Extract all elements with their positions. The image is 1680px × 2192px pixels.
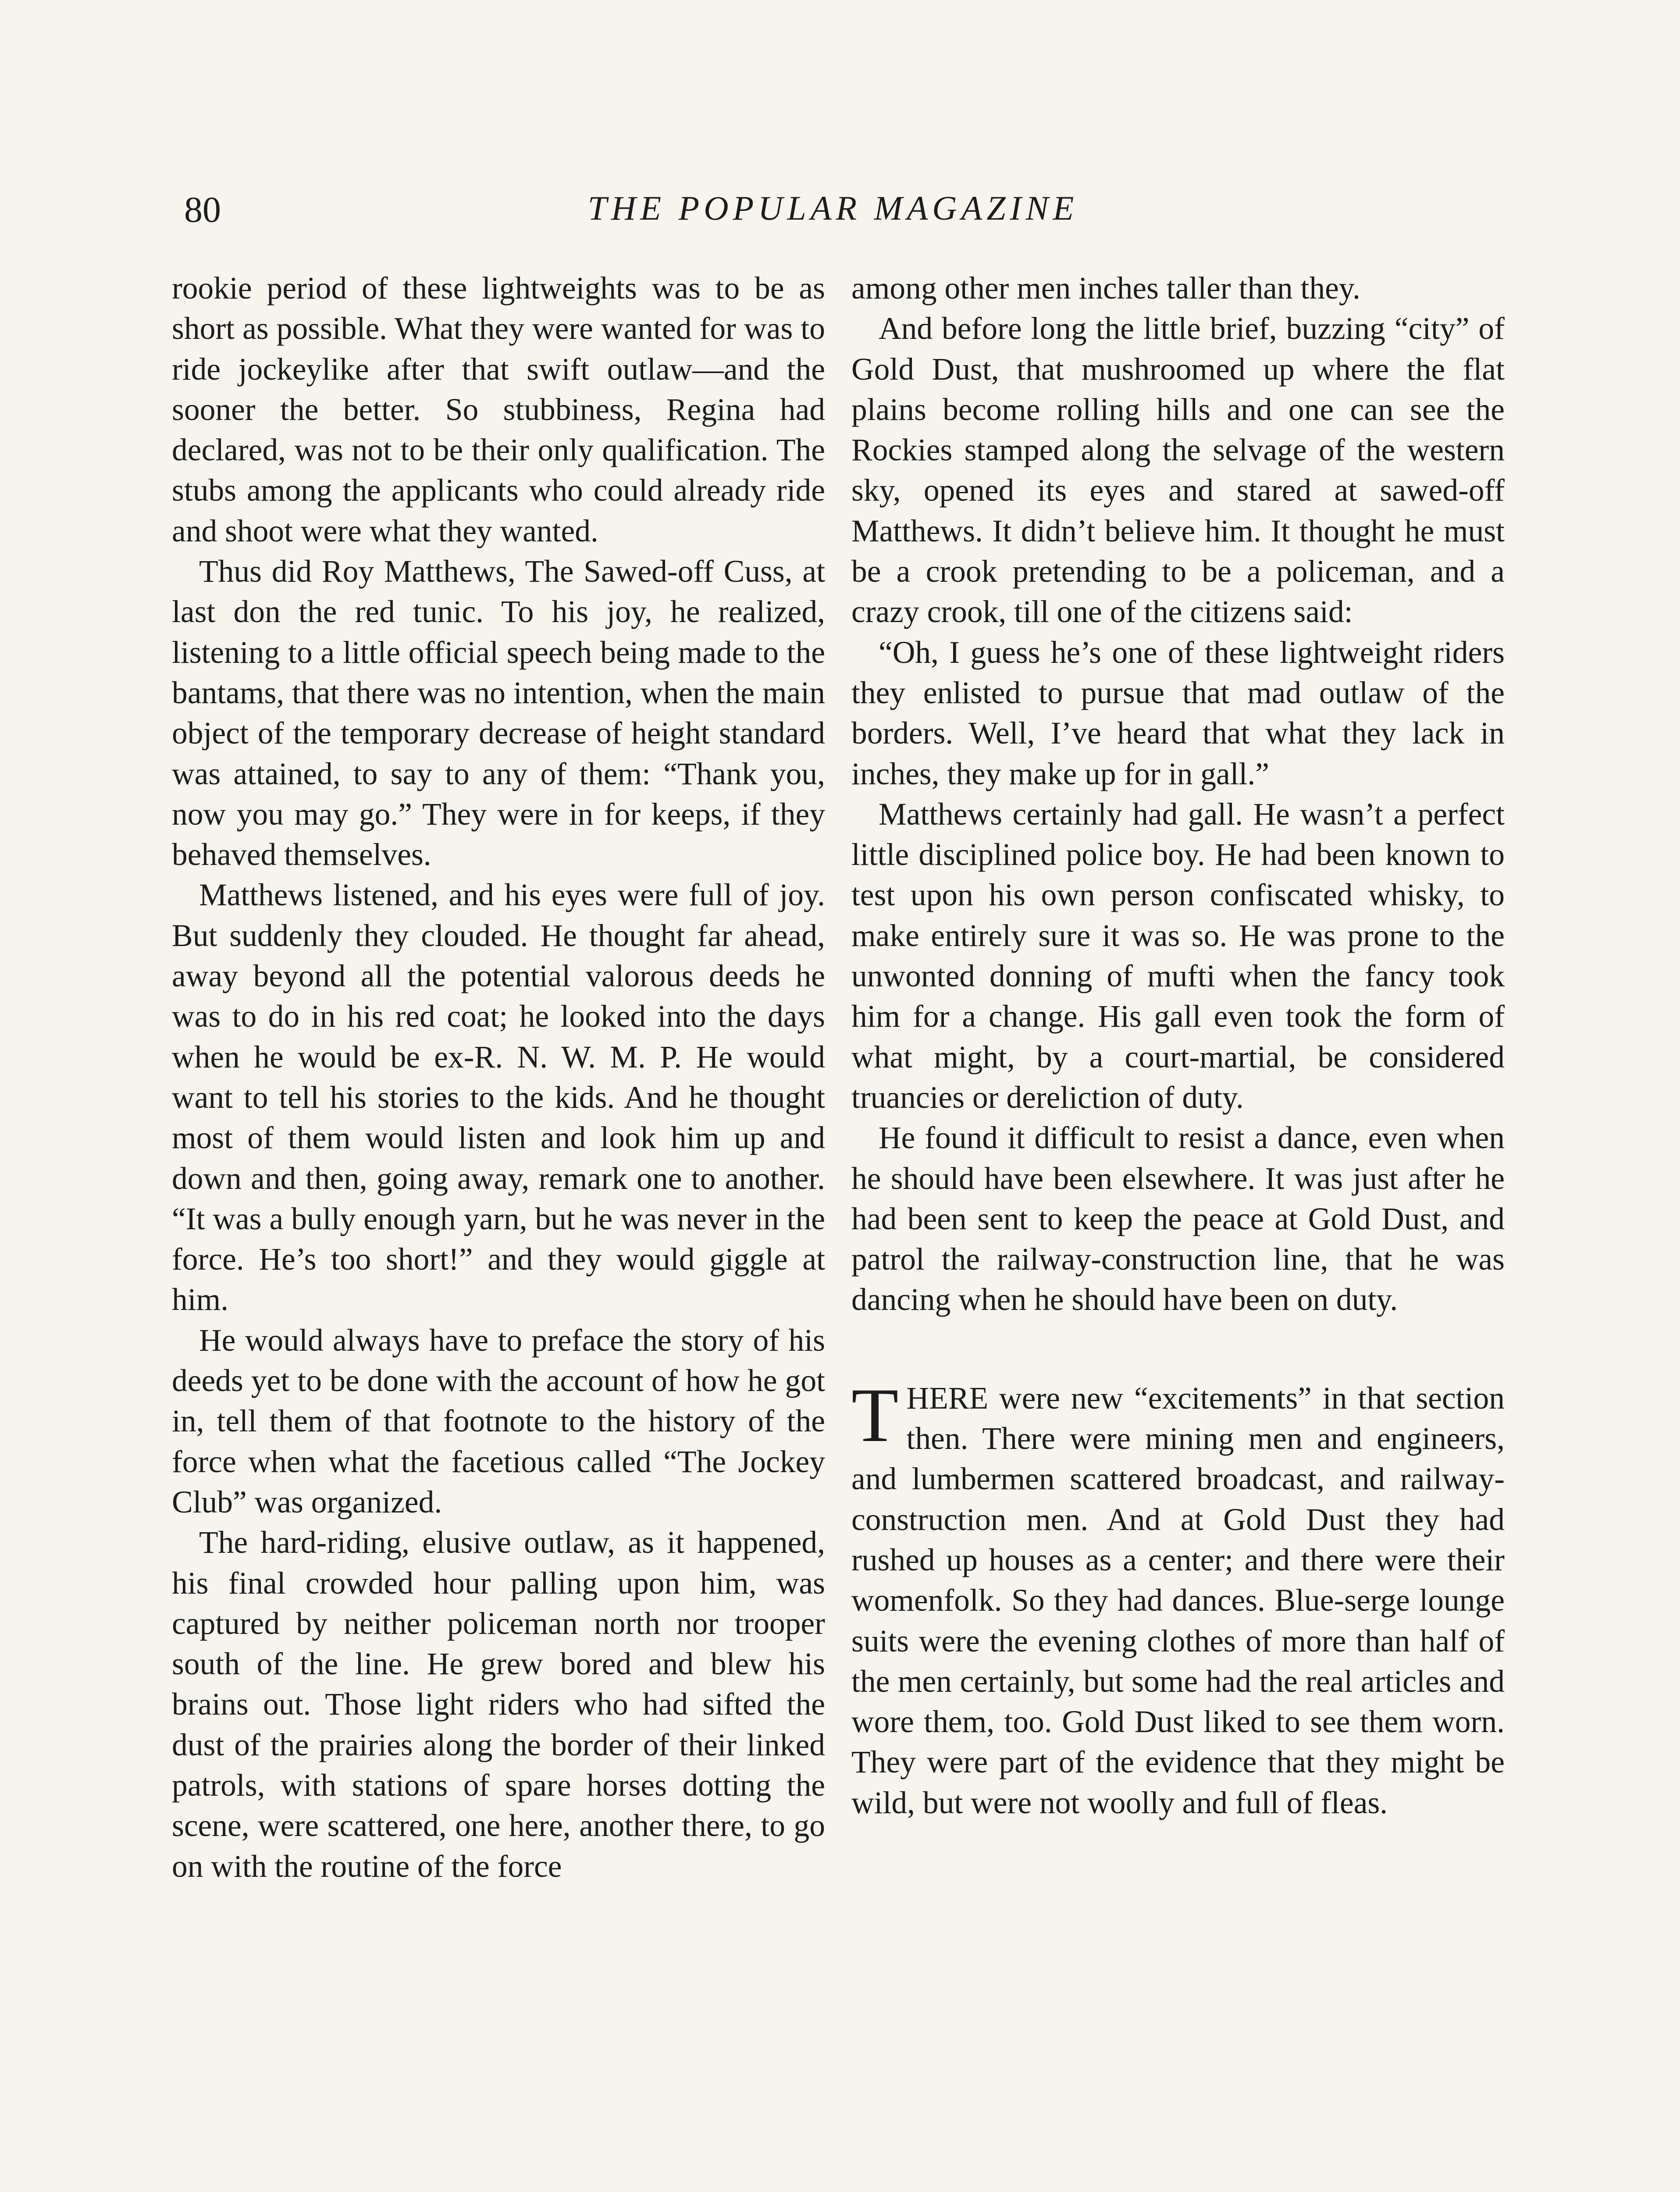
paragraph: Matthews certainly had gall. He wasn’t a perfect little disciplined police boy. He had been known to test upon his own person confiscated whisky, to make entirely sure it was so. He was prone to the unwonted donning of mufti when the fancy took him for a change. His gall even took the form of what might, by a court-martial, be considered truancies or dereliction of duty. bbox=[851, 797, 1505, 1115]
page-number: 80 bbox=[184, 189, 221, 230]
paragraph: among other men inches taller than they. bbox=[851, 271, 1360, 306]
section-text: HERE were new “excitements” in that section then. There were mining men and engineers, and lumbermen scattered broadcast, and railway-construction men. And at Gold Dust they had rushed up houses as a center; and there were their womenfolk. So they had dances. Blue-serge lounge suits were the evening clothes of more than half of the men certainly, but some had the real articles and wore them, too. Gold Dust liked to see them worn. They were part of the evidence that they might be wild, but were not woolly and full of fleas. bbox=[851, 1381, 1505, 1820]
running-head: THE POPULAR MAGAZINE bbox=[587, 189, 1078, 227]
section-paragraph bbox=[851, 1372, 1505, 1823]
paragraph: He found it difficult to resist a dance, even when he should have been elsewhere. It was just after he had been sent to keep the peace at Gold Dust, and patrol the railway-construction line, that he was dancing when he should have been on duty. bbox=[851, 1121, 1505, 1317]
paragraph: And before long the little brief, buzzing “city” of Gold Dust, that mushroomed up where the flat plains become rolling hills and one can see the Rockies stamped along the selvage of the western sky, opened its eyes and stared at sawed-off Matthews. It didn’t believe him. It thought he must be a crook pretending to be a policeman, and a crazy crook, till one of the citizens said: bbox=[851, 311, 1505, 630]
paragraph: “Oh, I guess he’s one of these lightweight riders they enlisted to pursue that mad outlaw of the borders. Well, I’ve heard that what they lack in inches, they make up for in gall.” bbox=[851, 635, 1505, 791]
left-column bbox=[172, 268, 825, 1887]
right-column bbox=[851, 268, 1505, 1823]
paragraph: He would always have to preface the story of his deeds yet to be done with the account of how he got in, tell them of that footnote to the history of the force when what the facetious called “The Jockey Club” was organized. bbox=[172, 1323, 825, 1519]
paragraph: Thus did Roy Matthews, The Sawed-off Cuss, at last don the red tunic. To his joy, he realized, listening to a little official speech being made to the bantams, that there was no intention, when the main object of the temporary decrease of height standard was attained, to say to any of them: “Thank you, now you may go.” They were in for keeps, if they behaved themselves. bbox=[172, 554, 825, 872]
paragraph: Matthews listened, and his eyes were full of joy. But suddenly they clouded. He thought far ahead, away beyond all the potential valorous deeds he was to do in his red coat; he looked into the days when he would be ex-R. N. W. M. P. He would want to tell his stories to the kids. And he thought most of them would listen and look him up and down and then, going away, remark one to another. “It was a bully enough yarn, but he was never in the force. He’s too short!” and they would giggle at him. bbox=[172, 878, 825, 1317]
page-header bbox=[167, 189, 1499, 250]
paragraph: The hard-riding, elusive outlaw, as it happened, his final crowded hour palling upon him, was captured by neither policeman north nor trooper south of the line. He grew bored and blew his brains out. Those light riders who had sifted the dust of the prairies along the border of their linked patrols, with stations of spare horses dotting the scene, were scattered, one here, another there, to go on with the routine of the force bbox=[172, 1525, 825, 1884]
drop-cap: T bbox=[851, 1372, 899, 1458]
paragraph: rookie period of these lightweights was to be as short as possible. What they were wanted for was to ride jockeylike after that swift outlaw—and the sooner the better. So stubbiness, Regina had declared, was not to be their only qualification. The stubs among the applicants who could already ride and shoot were what they wanted. bbox=[172, 271, 825, 548]
